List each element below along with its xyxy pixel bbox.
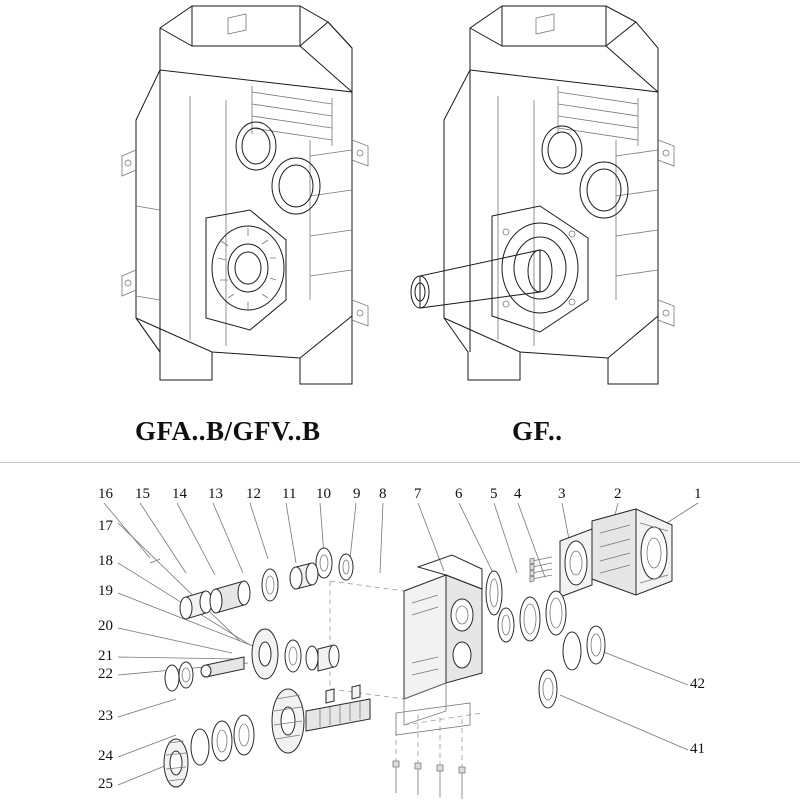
callout-3: 3 (558, 486, 566, 502)
callout-20: 20 (98, 618, 113, 634)
callout-8: 8 (379, 486, 387, 502)
exploded-view (0, 463, 800, 800)
callout-23: 23 (98, 708, 113, 724)
gearbox-gfa-b-gfv-b (100, 0, 400, 400)
callout-16: 16 (98, 486, 113, 502)
callout-2: 2 (614, 486, 622, 502)
callout-24: 24 (98, 748, 113, 764)
caption-gfa-gfv: GFA..B/GFV..B (135, 416, 321, 446)
callout-5: 5 (490, 486, 498, 502)
callout-6: 6 (455, 486, 463, 502)
callout-41: 41 (690, 741, 705, 757)
callout-10: 10 (316, 486, 331, 502)
gearbox-gf (400, 0, 710, 400)
callout-9: 9 (353, 486, 361, 502)
callout-4: 4 (514, 486, 522, 502)
callout-19: 19 (98, 583, 113, 599)
callout-21: 21 (98, 648, 113, 664)
callout-22: 22 (98, 666, 113, 682)
callout-42: 42 (690, 676, 705, 692)
callout-25: 25 (98, 776, 113, 792)
callout-11: 11 (282, 486, 297, 502)
callout-17: 17 (98, 518, 113, 534)
callout-13: 13 (208, 486, 223, 502)
callout-14: 14 (172, 486, 187, 502)
callout-7: 7 (414, 486, 422, 502)
callout-15: 15 (135, 486, 150, 502)
callout-18: 18 (98, 553, 113, 569)
callout-1: 1 (694, 486, 702, 502)
caption-gf: GF.. (512, 416, 563, 446)
callout-12: 12 (246, 486, 261, 502)
